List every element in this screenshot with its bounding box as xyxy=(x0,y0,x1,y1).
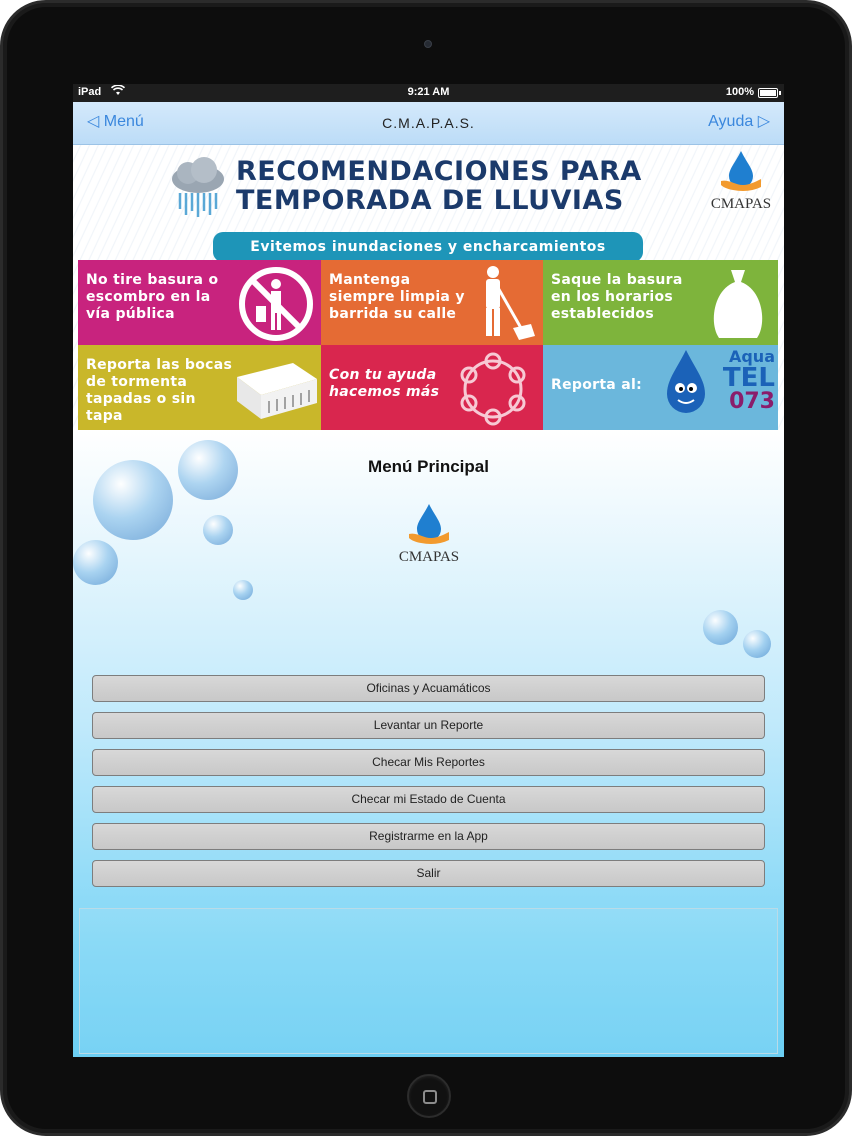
register-button[interactable]: Registrarme en la App xyxy=(92,823,765,850)
trash-bag-icon xyxy=(703,264,773,342)
banner-title-line2: TEMPORADA DE LLUVIAS xyxy=(236,185,624,216)
home-square-icon xyxy=(423,1090,437,1104)
water-bubble xyxy=(233,580,253,600)
main-menu-area xyxy=(73,430,784,1057)
tile-text: Con tu ayuda hacemos más xyxy=(329,367,440,400)
home-button[interactable] xyxy=(407,1074,451,1118)
water-bubble xyxy=(73,540,118,585)
water-bubble xyxy=(203,515,233,545)
aquatel-brand xyxy=(713,349,775,413)
logo-wordmark: CMAPAS xyxy=(710,196,772,212)
exit-button[interactable]: Salir xyxy=(92,860,765,887)
info-panel xyxy=(79,908,778,1054)
help-button[interactable]: Ayuda ▷ xyxy=(708,113,770,130)
tile-text: Reporta las bocas de tormenta tapadas o sin tapa xyxy=(86,357,233,424)
logo-wordmark: CMAPAS xyxy=(398,549,460,565)
sweeper-icon xyxy=(471,262,541,344)
tile-text: Reporta al: xyxy=(551,377,642,393)
water-bubble xyxy=(703,610,738,645)
no-littering-icon xyxy=(236,264,316,342)
aquatel-mid: TEL xyxy=(722,363,775,393)
account-status-button[interactable]: Checar mi Estado de Cuenta xyxy=(92,786,765,813)
water-hand-icon xyxy=(405,502,453,546)
front-camera xyxy=(424,40,432,48)
create-report-button[interactable]: Levantar un Reporte xyxy=(92,712,765,739)
menu-back-button[interactable]: ◁ Menú xyxy=(87,113,144,130)
rain-season-banner xyxy=(73,145,784,430)
hands-circle-icon xyxy=(453,349,533,427)
banner-subtitle: Evitemos inundaciones y encharcamientos xyxy=(213,232,643,262)
water-hand-icon xyxy=(717,149,765,193)
tile-text: No tire basura o escombro en la vía pública xyxy=(86,272,219,322)
tile-clean-street xyxy=(321,260,543,345)
tile-text: Mantenga siempre limpia y barrida su calle xyxy=(329,272,465,322)
menu-logo xyxy=(389,502,469,566)
banner-title xyxy=(236,157,676,215)
navigation-bar xyxy=(73,102,784,145)
my-reports-button[interactable]: Checar Mis Reportes xyxy=(92,749,765,776)
battery-icon xyxy=(758,88,778,98)
tile-report-to xyxy=(543,345,778,430)
status-bar xyxy=(73,84,784,102)
aquatel-number: 073 xyxy=(729,389,775,414)
clock: 9:21 AM xyxy=(407,86,450,98)
nav-title: C.M.A.P.A.S. xyxy=(382,115,475,131)
water-drop-mascot-icon xyxy=(661,348,711,418)
screen xyxy=(73,84,784,1057)
offices-button[interactable]: Oficinas y Acuamáticos xyxy=(92,675,765,702)
storm-drain-icon xyxy=(233,357,319,423)
tile-no-trash xyxy=(78,260,321,345)
battery-percent: 100% xyxy=(725,86,754,98)
cmapas-logo xyxy=(701,149,781,213)
tile-trash-schedule xyxy=(543,260,778,345)
recommendation-tiles xyxy=(78,260,778,430)
carrier-label: iPad xyxy=(78,86,102,98)
aquatel-top: Aqua xyxy=(728,347,775,366)
tile-help xyxy=(321,345,543,430)
banner-title-line1: RECOMENDACIONES PARA xyxy=(236,156,642,187)
water-bubble xyxy=(743,630,771,658)
rain-cloud-icon xyxy=(168,157,228,224)
tile-text: Saque la basura en los horarios establecidos xyxy=(551,272,683,322)
menu-title: Menú Principal xyxy=(368,457,489,476)
tile-storm-drains xyxy=(78,345,321,430)
